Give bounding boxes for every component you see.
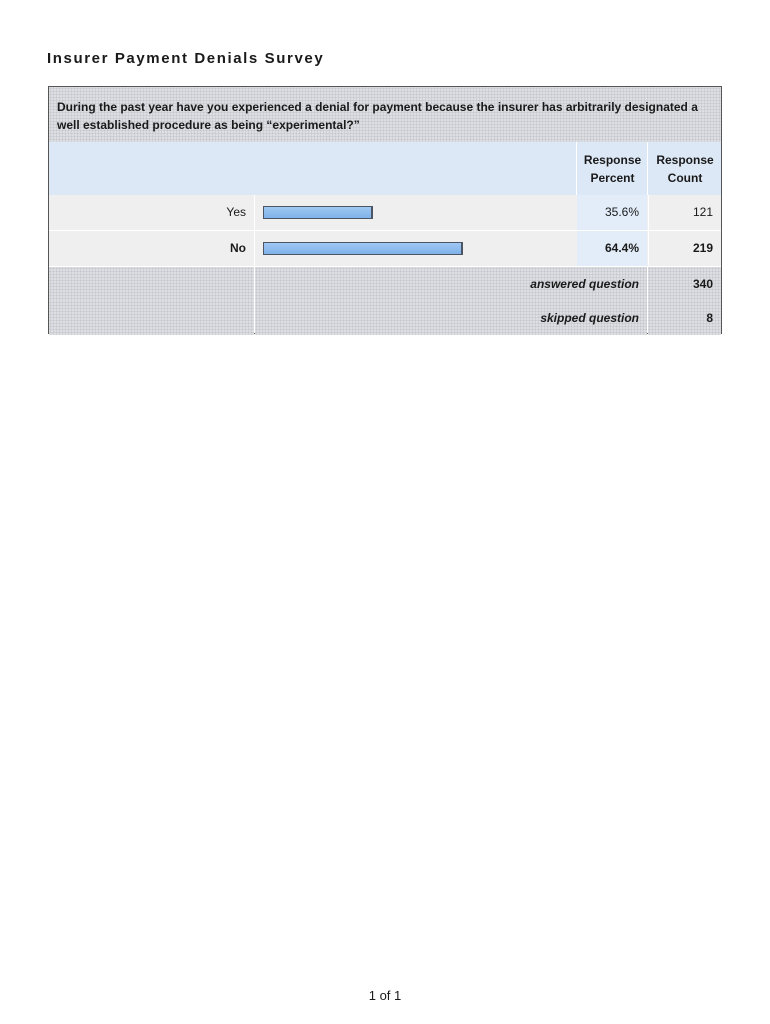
response-percent-header-line2: Percent [590, 170, 635, 185]
table-header-row [49, 142, 721, 196]
response-percent-header [576, 142, 648, 195]
answer-label: Yes [226, 205, 246, 219]
answered-question-row [49, 267, 721, 302]
page-number: 1 of 1 [368, 988, 402, 1003]
summary-spacer [49, 267, 254, 301]
question-text: During the past year have you experienced a denial for payment because the insurer has arbitrarily designated a well established procedure as being “experimental?” [49, 87, 721, 142]
answered-question-label: answered question [255, 267, 647, 301]
answer-bar-track [263, 242, 585, 255]
survey-results-table [48, 86, 722, 334]
skipped-question-count: 8 [648, 301, 721, 335]
response-count-header-line2: Count [667, 170, 703, 185]
answer-bar-cell [254, 195, 578, 230]
response-count-header [647, 142, 722, 195]
response-percent-header-line1: Response [583, 152, 642, 167]
answer-bar [263, 206, 373, 219]
answer-row-no [49, 231, 721, 267]
answer-bar-cell [254, 231, 578, 266]
answer-percent: 35.6% [577, 195, 647, 230]
answer-bar [263, 242, 463, 255]
answer-count: 121 [648, 195, 721, 230]
response-count-header-line1: Response [656, 152, 714, 167]
answer-count: 219 [648, 231, 721, 266]
answer-percent: 64.4% [577, 231, 647, 266]
answer-row-yes [49, 195, 721, 231]
page-title: Insurer Payment Denials Survey [47, 50, 325, 67]
answered-question-count: 340 [648, 267, 721, 301]
answer-bar-track [263, 206, 585, 219]
answer-label: No [230, 241, 246, 255]
skipped-question-label: skipped question [255, 301, 647, 335]
summary-spacer [49, 301, 254, 335]
skipped-question-row [49, 301, 721, 336]
